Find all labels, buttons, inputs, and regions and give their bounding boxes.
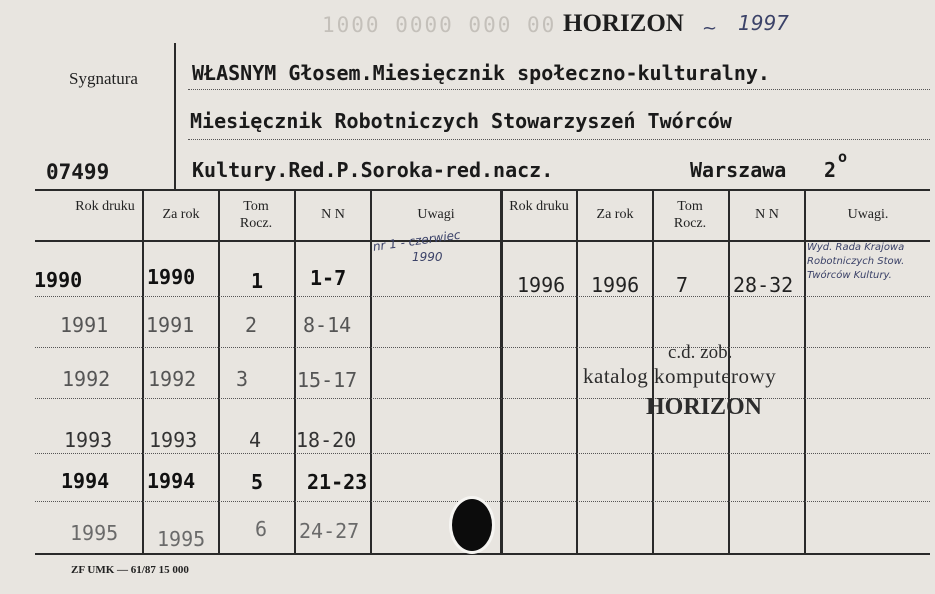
header-nn: N N — [755, 207, 779, 222]
table-cell: 1994 — [61, 469, 110, 493]
table-cell: 21-23 — [307, 470, 368, 494]
year-note: 1997 — [738, 11, 789, 35]
table-cell: 1990 — [147, 265, 196, 289]
table-cell: 1994 — [147, 469, 196, 493]
table-cell: 28-32 — [733, 273, 794, 297]
table-cell: 1991 — [146, 313, 195, 337]
row-rule — [35, 296, 930, 297]
table-cell: 24-27 — [299, 519, 360, 543]
print-footer: ZF UMK — 61/87 15 000 — [71, 564, 189, 576]
table-cell: 1991 — [60, 313, 109, 337]
title-line-2: Miesięcznik Robotniczych Stowarzyszeń Twórców — [190, 109, 732, 133]
header-rok-druku: Rok druku — [509, 199, 569, 214]
signature-mark: ~ — [702, 18, 718, 39]
table-cell: 7 — [676, 273, 689, 297]
sygnatura-label: Sygnatura — [69, 69, 138, 88]
note-left-line-2: 1990 — [412, 250, 443, 264]
faint-header-text: 1000 0000 000 00 — [322, 13, 557, 37]
frequency: 2 — [824, 158, 837, 182]
title-line-1: WŁASNYM Głosem.Miesięcznik społeczno-kulturalny. — [192, 61, 770, 85]
city: Warszawa — [690, 158, 787, 182]
table-top-rule — [35, 189, 930, 191]
table-cell: 1 — [251, 269, 264, 293]
note-left-line-1: nr 1 - czerwiec — [372, 227, 462, 254]
header-tom-rocz: Tom Rocz. — [673, 199, 707, 231]
table-cell: 1995 — [157, 527, 206, 551]
table-cell: 2 — [245, 313, 258, 337]
title-rule-1 — [188, 89, 930, 90]
note-right-line-2: Robotniczych Stow. — [807, 256, 905, 267]
header-za-rok: Za rok — [596, 207, 634, 222]
row-rule — [35, 501, 930, 502]
punch-hole — [452, 499, 492, 551]
table-cell: 18-20 — [296, 428, 357, 452]
title-rule-2 — [188, 139, 930, 140]
table-cell: 1996 — [591, 273, 640, 297]
header-rok-druku: Rok druku — [75, 199, 135, 214]
table-cell: 1996 — [517, 273, 566, 297]
frequency-mark: o — [838, 148, 848, 166]
table-cell: 3 — [236, 367, 249, 391]
note-right-line-1: Wyd. Rada Krajowa — [807, 242, 905, 253]
table-cell: 1993 — [64, 428, 113, 452]
table-bottom-rule — [35, 553, 930, 555]
header-bottom-rule — [35, 240, 930, 242]
row-rule — [35, 398, 930, 399]
table-cell: 4 — [249, 428, 262, 452]
header-uwagi: Uwagi. — [847, 207, 889, 222]
header-uwagi: Uwagi — [417, 207, 455, 222]
table-cell: 1-7 — [310, 266, 347, 290]
header-nn: N N — [321, 207, 345, 222]
title-line-3: Kultury.Red.P.Soroka-red.nacz. — [192, 158, 554, 182]
system-name: HORIZON — [563, 10, 684, 37]
header-tom-rocz: Tom Rocz. — [239, 199, 273, 231]
table-cell: 5 — [251, 470, 264, 494]
stamp-line-3: HORIZON — [646, 394, 763, 420]
header-za-rok: Za rok — [162, 207, 200, 222]
row-rule — [35, 453, 930, 454]
table-cell: 1993 — [149, 428, 198, 452]
header-divider — [174, 43, 176, 189]
row-rule — [35, 347, 930, 348]
table-cell: 15-17 — [297, 368, 358, 392]
table-cell: 6 — [255, 517, 268, 541]
call-number: 07499 — [46, 160, 110, 184]
table-cell: 1992 — [148, 367, 197, 391]
stamp-line-1: c.d. zob. — [668, 342, 733, 363]
table-cell: 1995 — [70, 521, 119, 545]
note-right-line-3: Twórców Kultury. — [807, 270, 892, 281]
table-cell: 1990 — [34, 268, 83, 292]
table-cell: 8-14 — [303, 313, 352, 337]
stamp-line-2: katalog komputerowy — [583, 364, 777, 388]
table-cell: 1992 — [62, 367, 111, 391]
